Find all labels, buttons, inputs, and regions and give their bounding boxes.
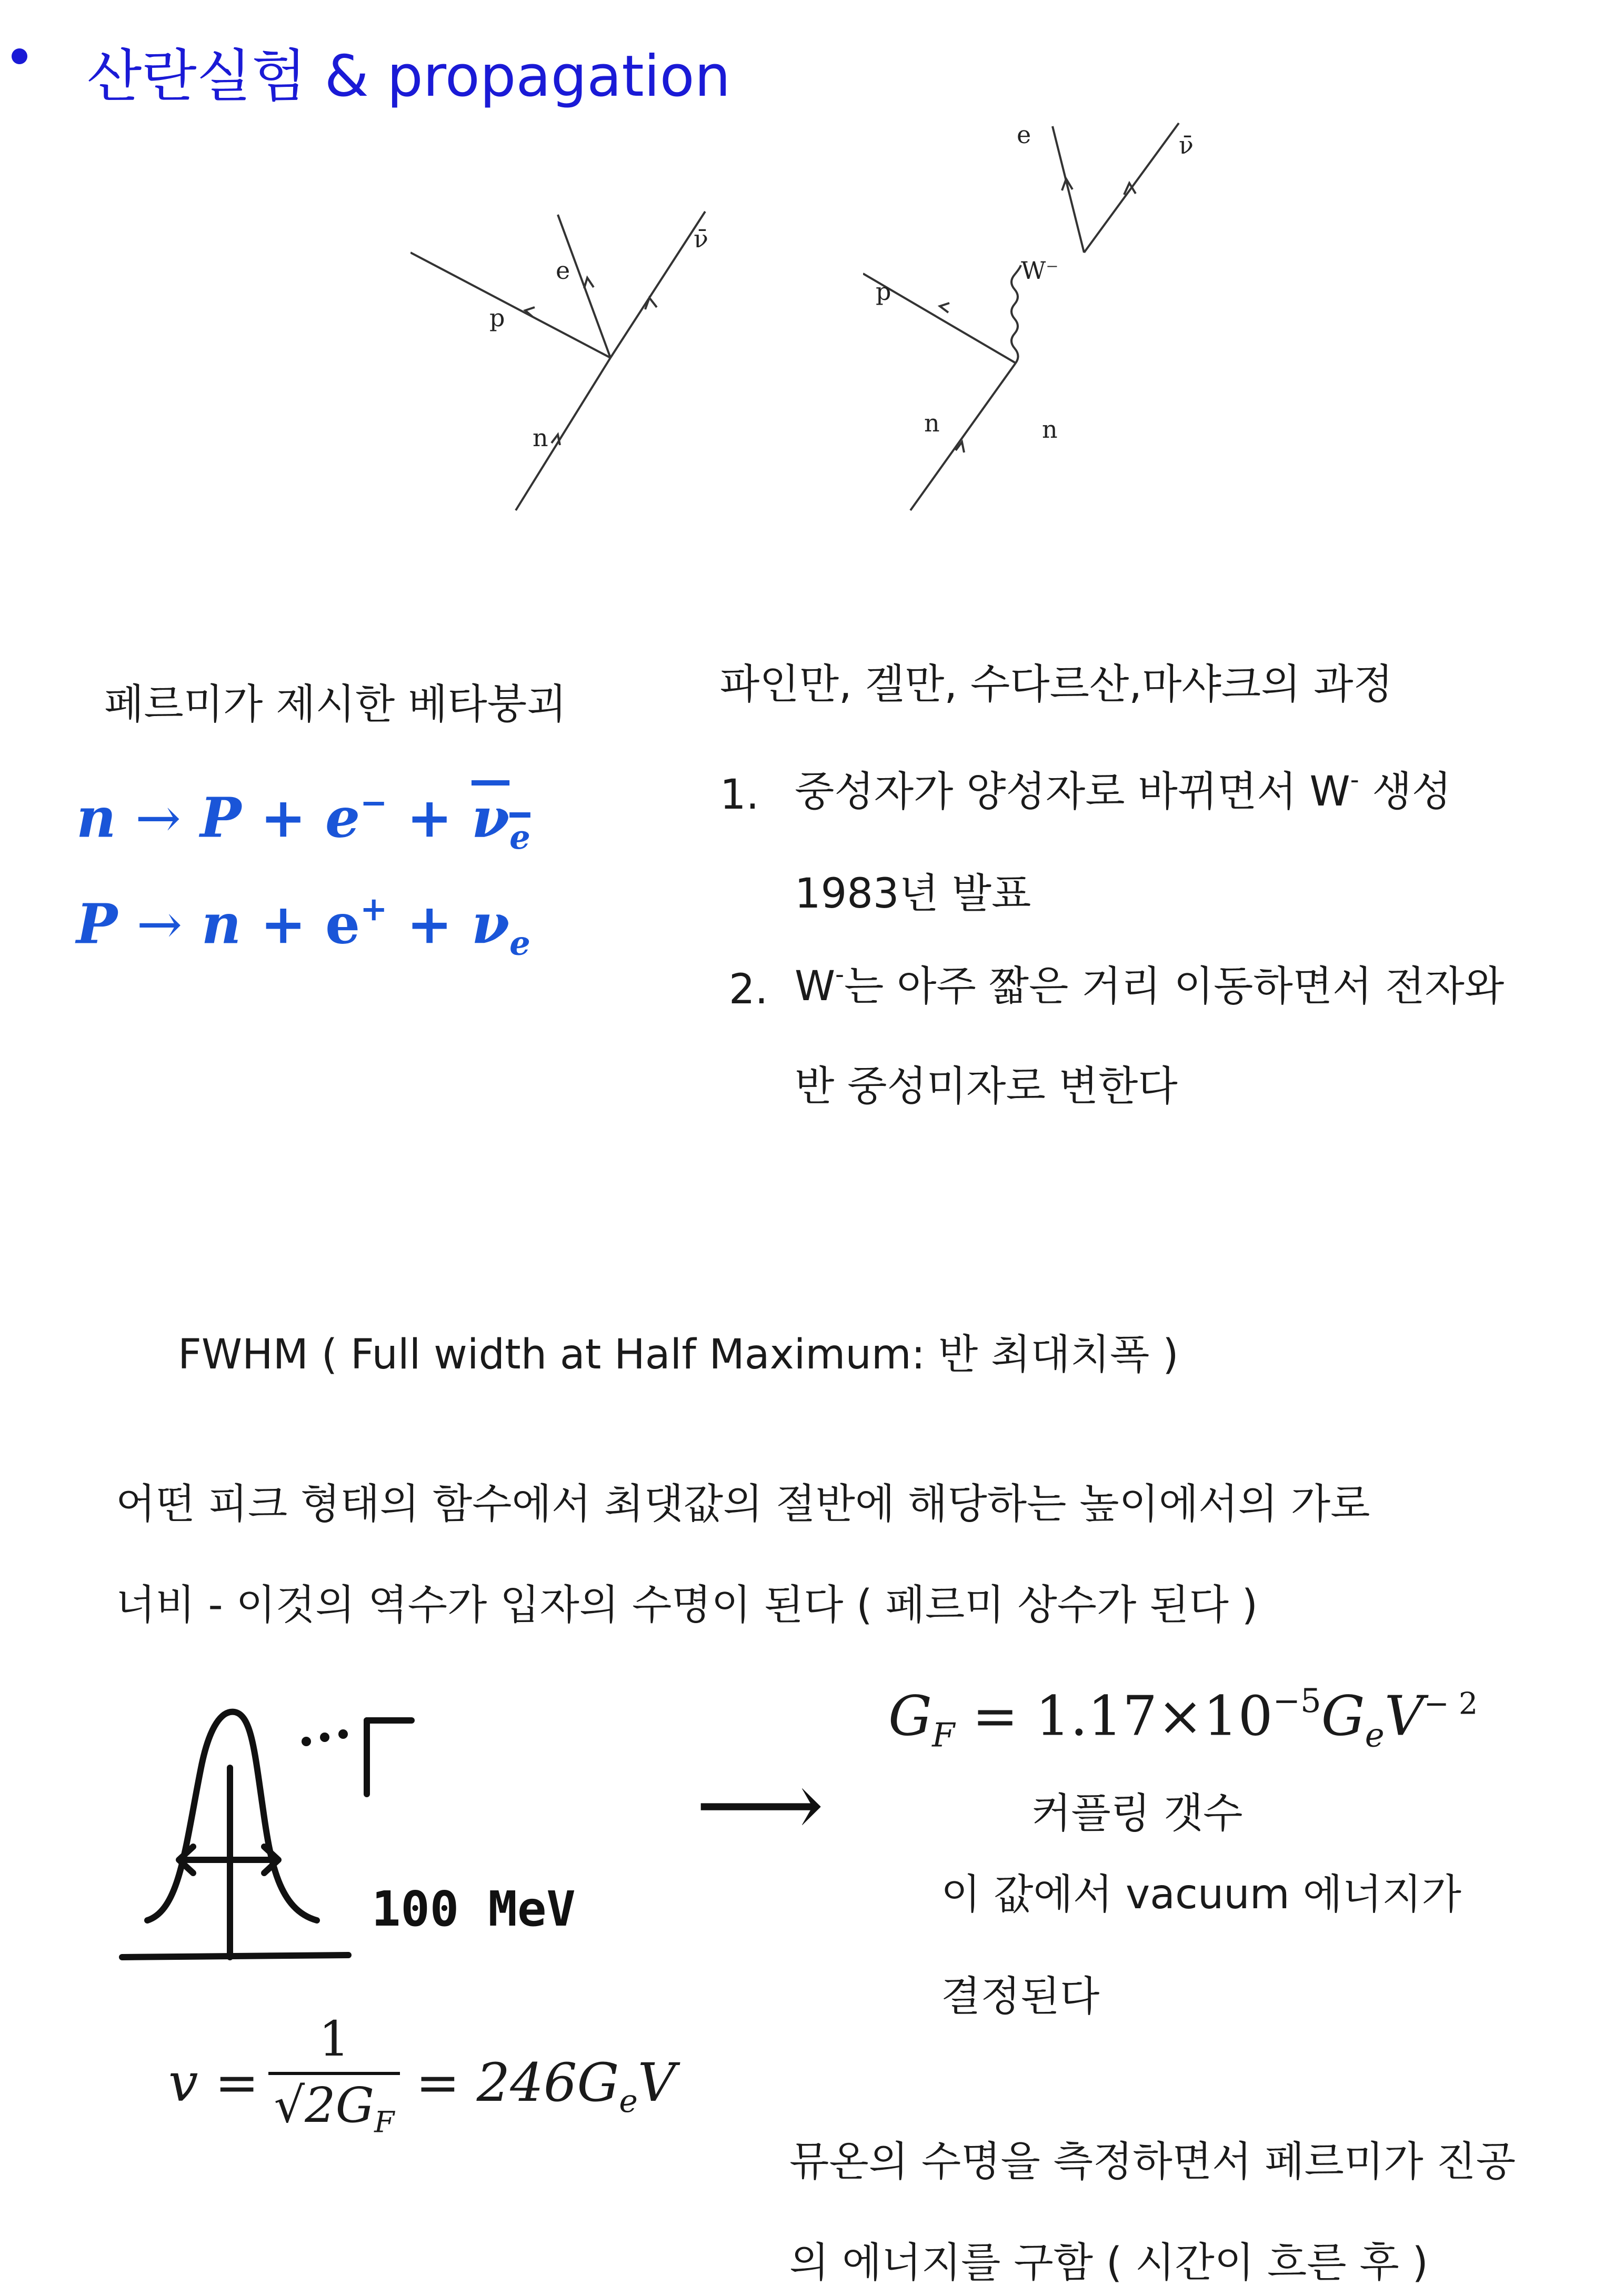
vev-lhs: v = bbox=[168, 2052, 259, 2113]
neutron-arrow bbox=[552, 435, 560, 445]
neutron-line bbox=[516, 358, 610, 510]
item1-number: 1. bbox=[720, 771, 759, 819]
positron-decay-equation: $P \to n + e^+ + \nu_e$ bbox=[76, 889, 530, 963]
eq1-arrow: → bbox=[135, 786, 181, 850]
fwhm-line-2: 너비 - 이것의 역수가 입자의 수명이 된다 ( 페르미 상수가 된다 ) bbox=[116, 1582, 1258, 1629]
item2-text-cont: 반 중성미자로 변한다 bbox=[795, 1063, 1178, 1110]
peak-sketch bbox=[117, 1689, 601, 1973]
proton-arrow bbox=[525, 307, 535, 317]
vev-fraction-bar bbox=[268, 2072, 400, 2075]
fwhm-line-1: 어떤 피크 형태의 함수에서 최댓값의 절반에 해당하는 높이에서의 가로 bbox=[116, 1481, 1370, 1528]
sketch-energy-label: 100 MeV bbox=[372, 1881, 576, 1937]
eq1-t3-sub: e bbox=[509, 817, 530, 857]
beta-decay-equation: $n \to P + e^- + \nu_e$ bbox=[76, 783, 530, 857]
proton-arrow bbox=[940, 303, 949, 313]
sketch-baseline bbox=[122, 1955, 348, 1957]
eq2-t3: ν bbox=[471, 891, 510, 956]
eq1-t2-sup: − bbox=[360, 783, 388, 822]
bullet-icon bbox=[12, 48, 27, 64]
eq1-t2: e bbox=[325, 785, 360, 850]
vev-numerator: 1 bbox=[318, 2011, 350, 2067]
w-boson-diagram bbox=[863, 110, 1221, 521]
label-w: W⁻ bbox=[1021, 256, 1059, 285]
label-n2: n bbox=[1042, 415, 1058, 444]
label-e: e bbox=[556, 256, 570, 285]
item1-text: 중성자가 양성자로 바뀌면서 W- 생성 bbox=[795, 766, 1452, 815]
page-title: 산란실험 & propagation bbox=[87, 44, 731, 109]
eq2-arrow: → bbox=[136, 892, 183, 956]
antineutrino-line bbox=[610, 212, 705, 358]
vacuum-line-2: 결정된다 bbox=[941, 1973, 1100, 2020]
fermi-constant-equation: $G_F = 1.17\times 10^{-5}G_eV^{- 2}$ bbox=[888, 1681, 1478, 1755]
item1-year: 1983년 발표 bbox=[795, 870, 1031, 918]
fermi-vertex-diagram bbox=[410, 200, 747, 526]
item2-number: 2. bbox=[729, 966, 768, 1013]
eq2-t2-sup: + bbox=[360, 889, 388, 928]
eq1-lhs: n bbox=[76, 785, 116, 850]
label-n: n bbox=[533, 424, 548, 452]
label-nu: ν̄ bbox=[694, 225, 708, 253]
label-p: p bbox=[876, 277, 891, 306]
coupling-caption: 커플링 갯수 bbox=[1031, 1790, 1243, 1837]
vev-fraction bbox=[268, 2011, 400, 2140]
label-p: p bbox=[489, 304, 505, 332]
fwhm-title: FWHM ( Full width at Half Maximum: 반 최대치폭 ) bbox=[178, 1331, 1179, 1378]
muon-line-1: 뮤온의 수명을 측정하면서 페르미가 진공 bbox=[789, 2138, 1516, 2186]
eq2-lhs: P bbox=[76, 891, 118, 956]
w-propagator bbox=[1011, 265, 1021, 363]
label-n1: n bbox=[924, 409, 940, 437]
electron-arrow bbox=[584, 278, 594, 288]
eq1-t1: P bbox=[200, 785, 242, 850]
fermi-caption: 페르미가 제시한 베타붕괴 bbox=[104, 681, 567, 728]
right-arrow: ⟶ bbox=[696, 1753, 824, 1857]
feynman-title: 파인만, 겔만, 수다르산,마샤크의 과정 bbox=[720, 661, 1393, 708]
eq2-t1: n bbox=[201, 891, 242, 956]
eq1-t3: ν bbox=[471, 785, 510, 850]
vacuum-line-1: 이 값에서 vacuum 에너지가 bbox=[941, 1871, 1461, 1918]
proton-line bbox=[410, 253, 610, 358]
eq2-t3-sub: e bbox=[509, 923, 530, 963]
label-nu: ν̄ bbox=[1179, 131, 1194, 159]
label-e: e bbox=[1017, 120, 1031, 149]
vev-denominator: $√2G_F$ bbox=[274, 2077, 395, 2140]
item2-text: W-는 아주 짧은 거리 이동하면서 전자와 bbox=[795, 961, 1505, 1010]
vev-rhs: = $246G_eV$ bbox=[416, 2052, 676, 2120]
muon-line-2: 의 에너지를 구함 ( 시간이 흐른 후 ) bbox=[789, 2239, 1428, 2287]
electron-line bbox=[1052, 126, 1084, 253]
eq2-t2: e bbox=[325, 891, 360, 956]
